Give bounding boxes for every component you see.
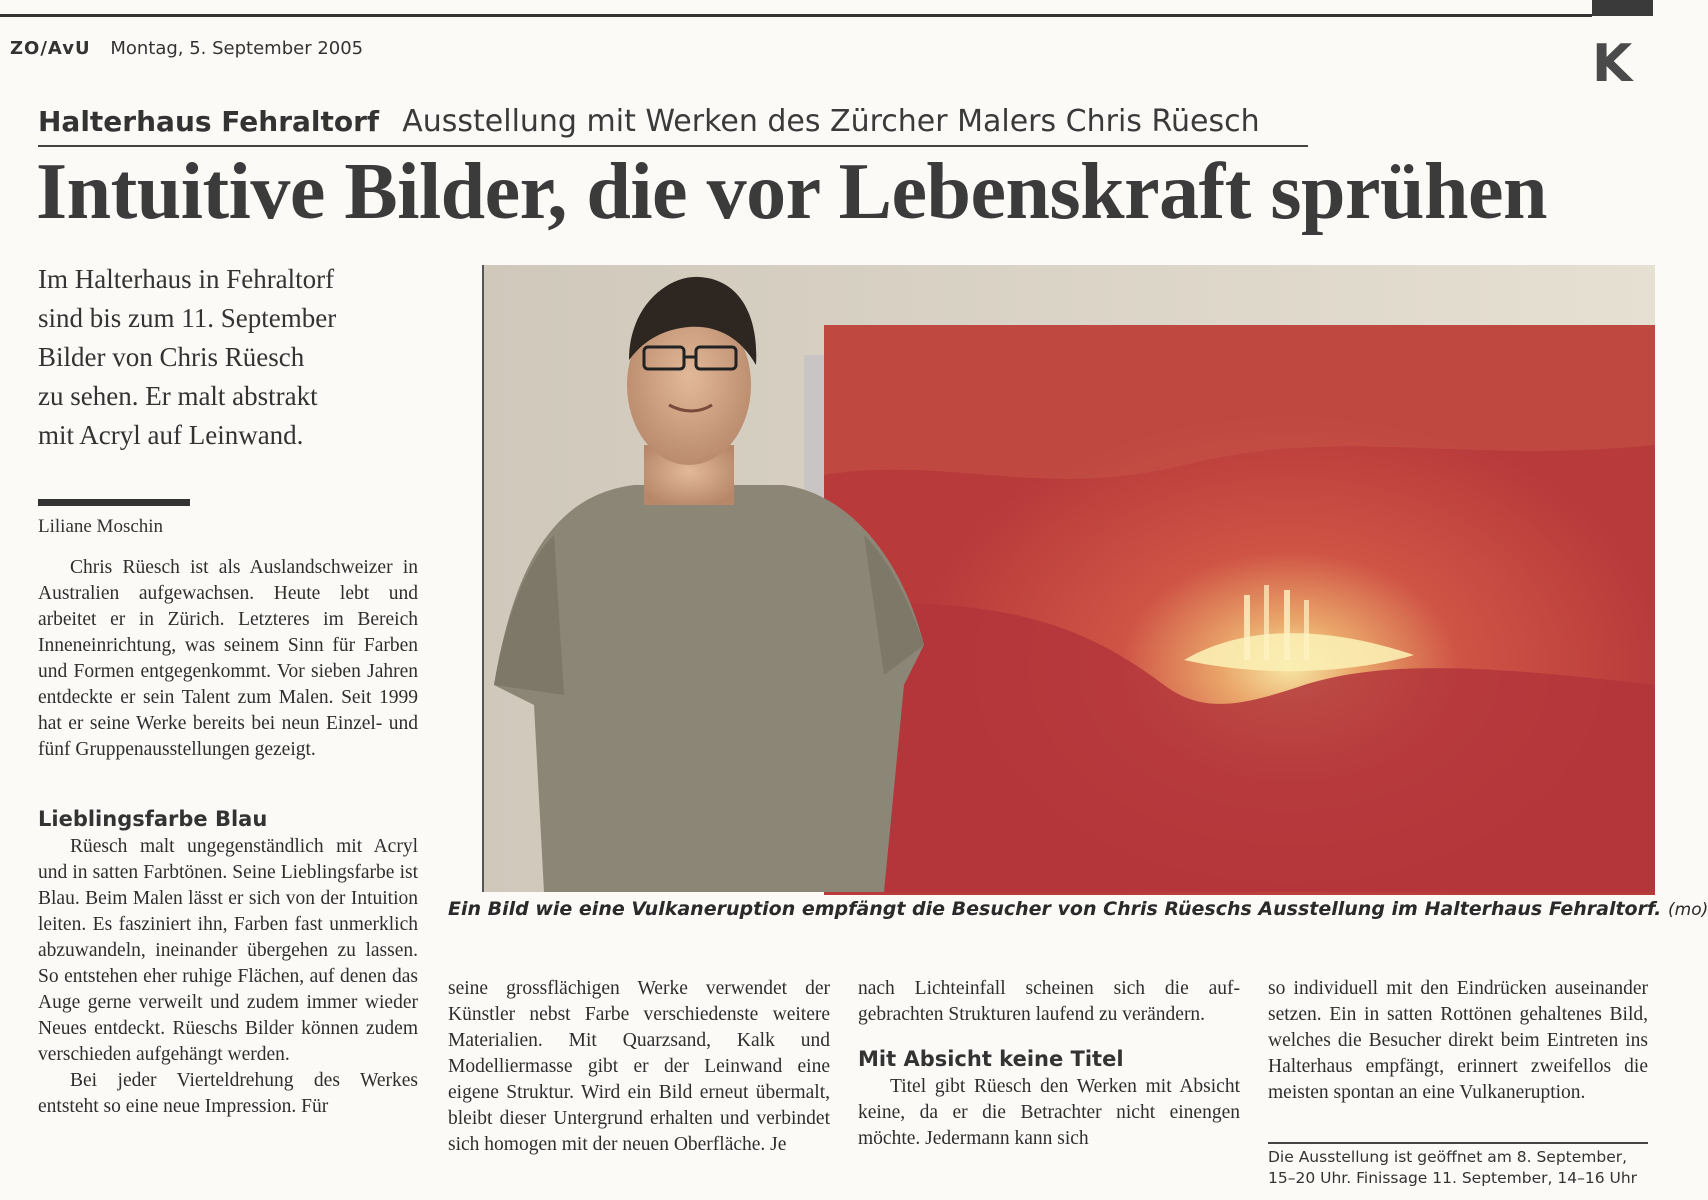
article-photo [482, 265, 1655, 892]
issue-date: Montag, 5. September 2005 [110, 38, 364, 59]
caption-text: Ein Bild wie eine Vulkaneruption empfängt die Besucher von Chris Rüeschs Ausstellung im Halterhaus Fehraltorf. [448, 898, 1662, 920]
subheading: Mit Absicht keine Titel [858, 1047, 1124, 1071]
headline: Intuitive Bilder, die vor Lebenskraft sprühen [36, 148, 1548, 236]
next-page-letter: K [1592, 34, 1633, 94]
top-rule [0, 14, 1592, 17]
lead-line: Bilder von Chris Rüesch [38, 342, 305, 372]
column-1-top [38, 555, 418, 763]
author-byline: Liliane Moschin [38, 516, 164, 537]
lead-paragraph [38, 260, 468, 455]
kicker-place: Halterhaus Fehraltorf [38, 105, 380, 138]
lead-line: zu sehen. Er malt abstrakt [38, 381, 318, 411]
lead-line: mit Acryl auf Leinwand. [38, 420, 304, 450]
body-paragraph: Rüesch malt ungegenständlich mit Acryl und in satten Farbtönen. Seine Lieblingsfarbe ist Blau. Beim Malen lässt er sich von der Intuition leiten. Es fasziniert ihn, Farben fast unmerklich abzuwandeln, ineinander übergehen zu lassen. So entstehen eher ruhige Flächen, auf denen das Auge gerne verweilt und zudem immer wieder Neues entdeckt. Rüeschs Bilder können zudem verschieden aufgehängt werden. [38, 836, 418, 1065]
kicker-underline [38, 145, 1308, 147]
painting [824, 325, 1655, 895]
paper-name: ZO/AvU [10, 38, 91, 59]
body-paragraph: nach Lichteinfall scheinen sich die aufgebrachten Strukturen laufend zu verändern. [858, 978, 1240, 1025]
lead-line: Im Halterhaus in Fehraltorf [38, 264, 335, 294]
kicker-topic: Ausstellung mit Werken des Zürcher Malers Chris Rüesch [402, 104, 1260, 139]
column-2 [448, 976, 830, 1158]
kicker [38, 104, 1260, 139]
photo-illustration [484, 265, 1655, 892]
photo-caption [448, 898, 1708, 920]
body-paragraph: Chris Rüesch ist als Auslandschweizer in Australien aufgewachsen. Heute lebt und arbeitet er in Zürich. Letzteres im Bereich Inneneinrichtung, was seinem Sinn für Farben und Formen entgegenkommt. Vor sieben Jahren entdeckte er sein Talent zum Malen. Seit 1999 hat er seine Werke bereits bei neun Einzel- und fünf Gruppenausstellungen gezeigt. [38, 557, 418, 760]
column-1-bottom [38, 804, 418, 1120]
info-rule [1268, 1142, 1648, 1144]
exhibition-info: Die Ausstellung ist geöffnet am 8. September, 15–20 Uhr. Finissage 11. September, 14–16 Uhr [1268, 1148, 1638, 1187]
body-paragraph: Titel gibt Rüesch den Werken mit Absicht keine, da er die Betrachter nicht einengen möchte. Jedermann kann sich [858, 1076, 1240, 1149]
column-3 [858, 976, 1240, 1152]
caption-credit: (mo) [1668, 900, 1708, 920]
body-paragraph: so individuell mit den Eindrücken auseinander setzen. Ein in satten Rottönen gehaltenes Bild, welches die Besucher direkt beim Eintreten ins Halterhaus empfängt, erinnert zweifellos die meisten spontan an eine Vulkaneruption. [1268, 978, 1648, 1103]
top-corner-block [1592, 0, 1653, 16]
lead-line: sind bis zum 11. September [38, 303, 337, 333]
subheading: Lieblingsfarbe Blau [38, 807, 268, 831]
body-paragraph: seine grossflächigen Werke verwendet der Künstler nebst Farbe verschiedenste weitere Materialien. Mit Quarzsand, Kalk und Modelliermasse gibt er der Leinwand eine eigene Struktur. Wird ein Bild erneut übermalt, bleibt dieser Untergrund erhalten und verbindet sich homogen mit der neuen Oberfläche. Je [448, 978, 830, 1155]
body-paragraph: Bei jeder Vierteldrehung des Werkes entsteht so eine neue Impression. Für [38, 1070, 418, 1117]
author-bar [38, 499, 190, 506]
dateline [10, 38, 363, 59]
column-4 [1268, 976, 1648, 1106]
